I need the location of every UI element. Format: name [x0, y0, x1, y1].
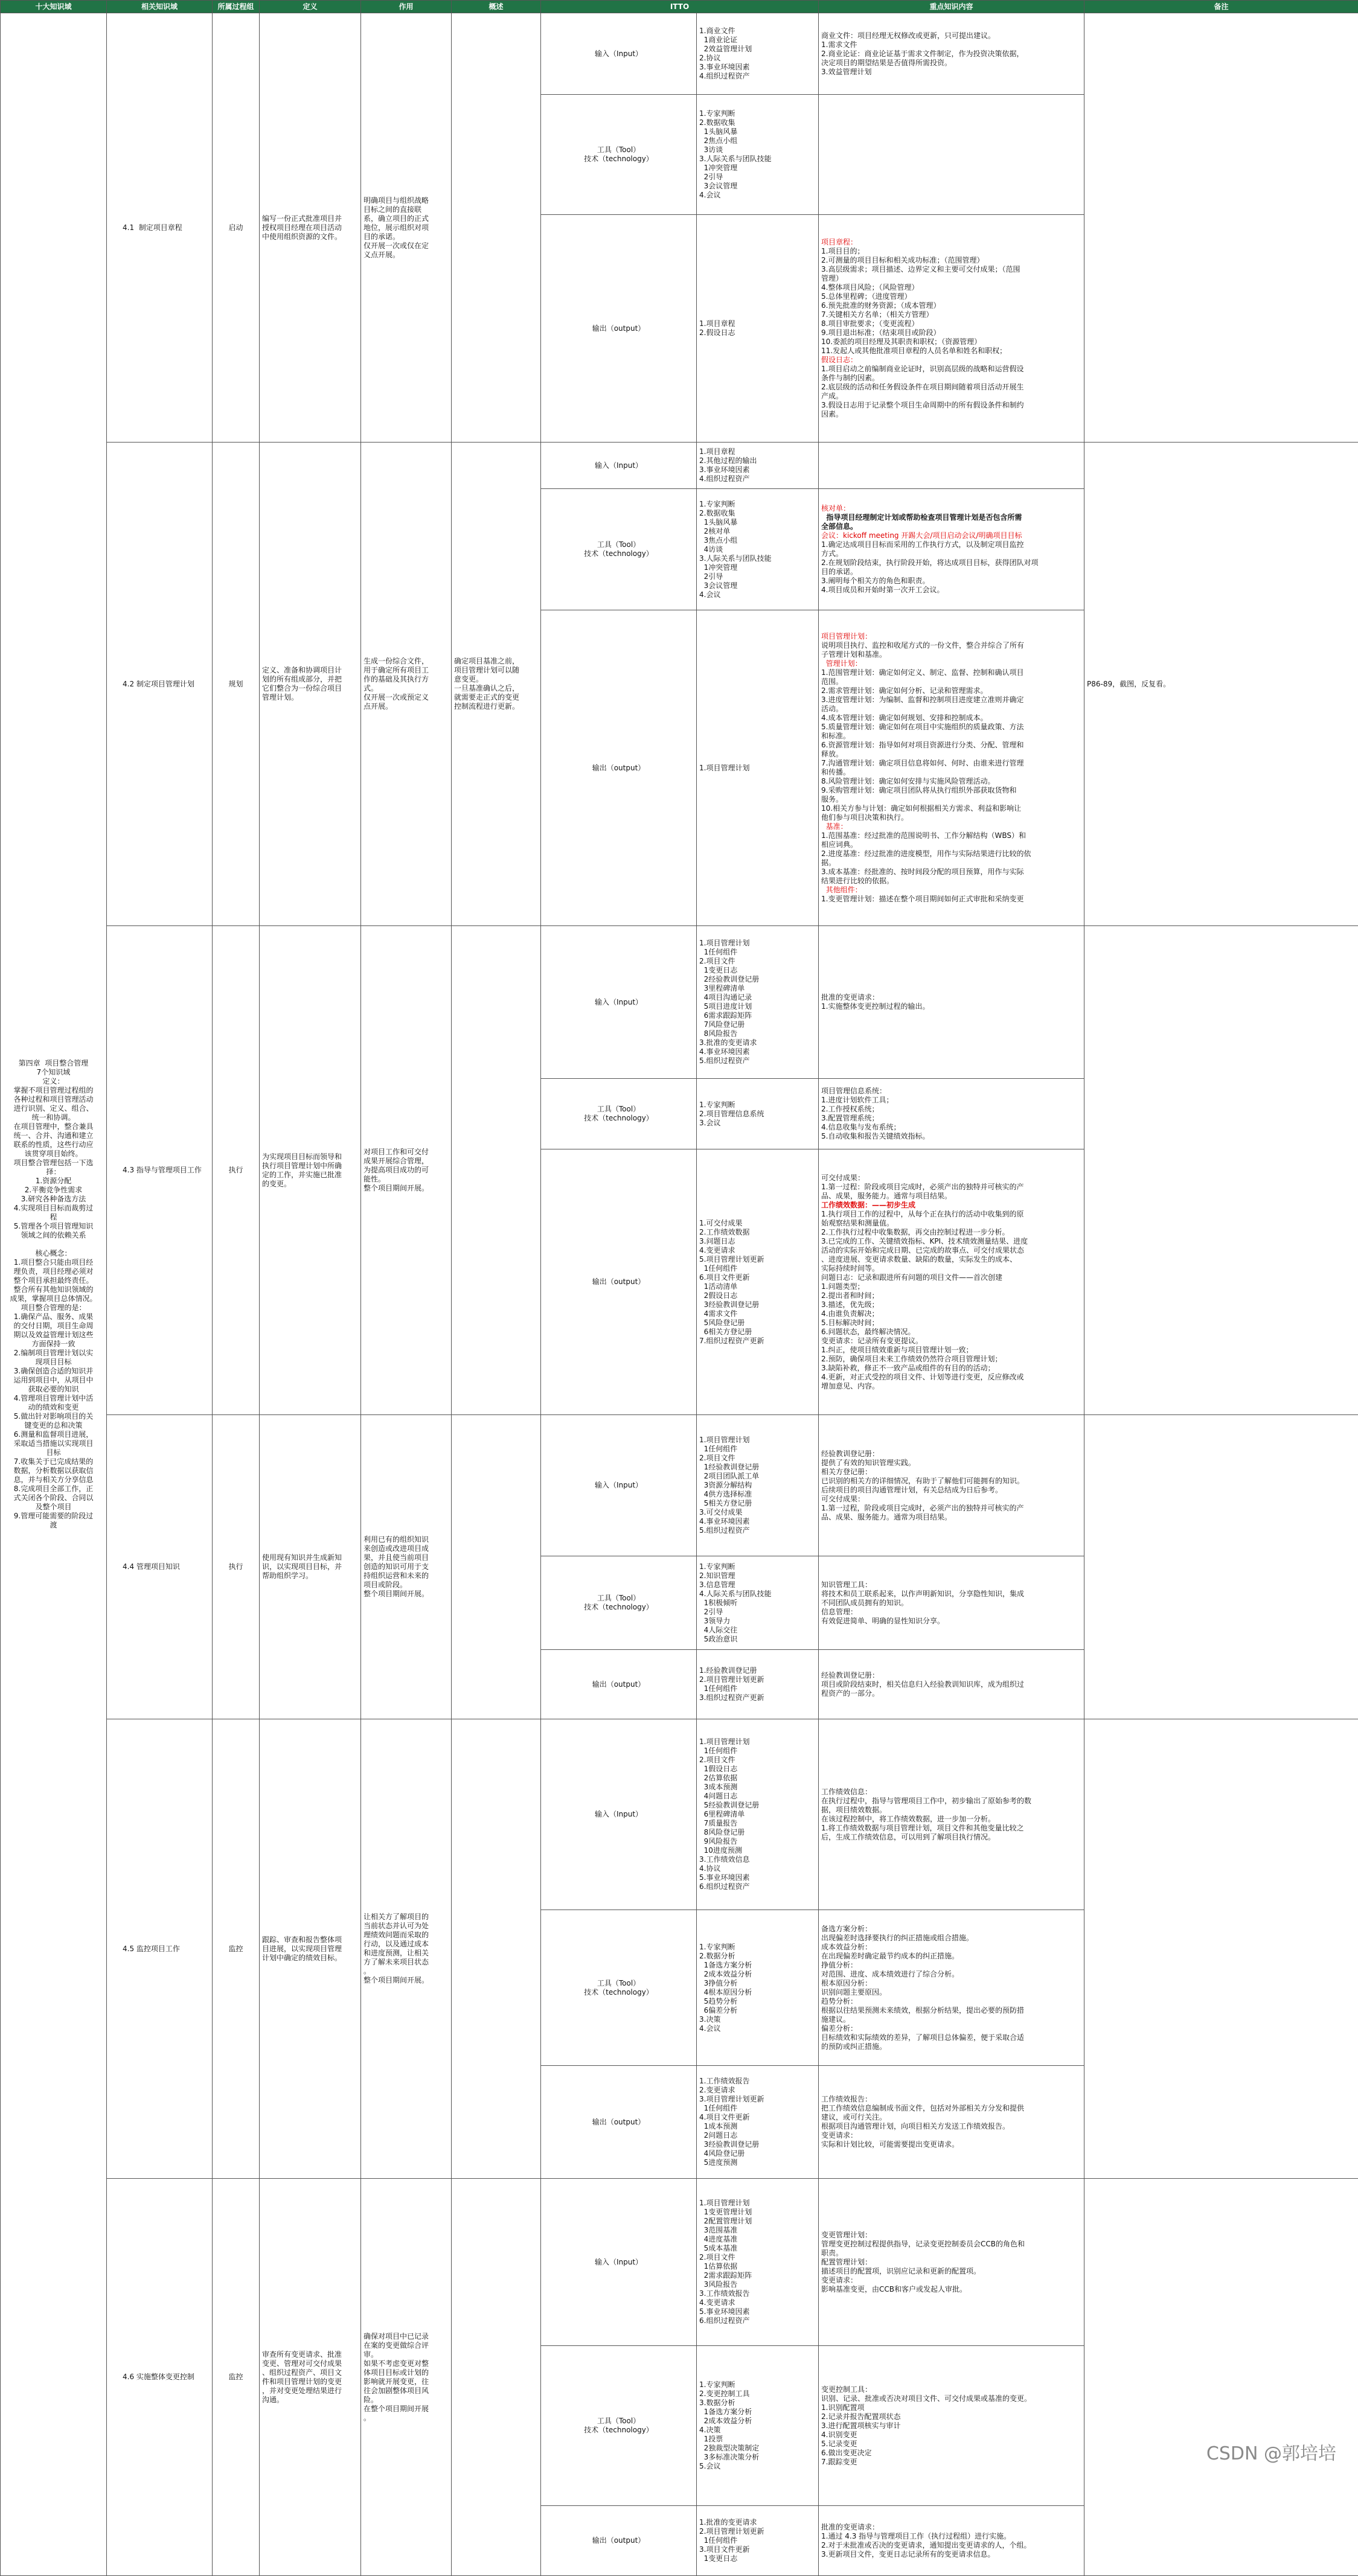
key-point-text: 其他组件：	[821, 886, 1081, 895]
remark-cell	[1084, 2179, 1358, 2576]
remark-cell: P86-89，截图，反复看。	[1084, 443, 1358, 926]
itto-input-items: 1.项目管理计划 1任何组件 2.项目文件 1经验教训登记册 2项目团队派工单 3资源分解结构 4供方选择标准 5相关方登记册 3.可交付成果 4.事业环境因素 5.组织过程资产	[697, 1415, 819, 1556]
process-group: 执行	[213, 926, 260, 1415]
key-point-text: 变更控制工具： 识别、记录、批准或否决对项目文件、可交付成果或基准的变更。 1.识别配置项 2.记录并报告配置项状态 3.进行配置项核实与审计 4.识别变更 5.记录变更 6.做出变更决定 7.跟踪变更	[821, 2385, 1081, 2467]
key-point-text: 假设日志：	[821, 356, 1081, 365]
key-point-text: 工作绩效数据：——初步生成	[821, 1201, 1081, 1210]
key-points-cell	[819, 926, 1084, 1079]
process-definition: 为实现项目目标而领导和 执行项目管理计划中所确 定的工作，并实施已批准 的变更。	[260, 926, 361, 1415]
itto-input-items: 1.项目管理计划 1任何组件 2.项目文件 1假设日志 2估算依据 3成本预测 4问题日志 5经验教训登记册 6里程碑清单 7质量报告 8风险登记册 9风险报告 10进度预测 3.工作绩效信息 4.协议 5.事业环境因素 6.组织过程资产	[697, 1719, 819, 1910]
header-row	[1, 1, 1358, 13]
table-row	[1, 1415, 1358, 1556]
key-point-text: 知识管理工具： 将技术和员工联系起来，以作声明新知识，分享隐性知识，集成 不同团队成员拥有的知识。 信息管理： 有效促进简单、明确的显性知识分享。	[821, 1580, 1081, 1626]
key-point-text: 问题日志：记录和跟进所有问题的项目文件——首次创建 1.问题类型； 2.提出者和时间； 3.描述，优先级； 4.由谁负责解决； 5.目标解决时间； 6.问题状态，最终解决情况。 变更请求：记录所有变更提议。 1.纠正，使项目绩效重新与项目管理计划一致； 2.预防，确保项目未来工作绩效仍然符合项目管理计划； 3.缺陷补救，修正不一致产品或组件的有目的的活动； 4.更新，对正式受控的项目文件、计划等进行变更，反应修改或 增加意见、内容。	[821, 1273, 1081, 1391]
key-point-text: 1.项目目的； 2.可测量的项目目标和相关成功标准；（范围管理） 3.高层级需求；项目描述、边界定义和主要可交付成果；（范围 管理） 4.整体项目风险；（风险管理） 5.总体里程碑；（进度管理） 6.预先批准的财务资源；（成本管理） 7.关键相关方名单；（相关方管理） 8.项目审批要求；（变更流程） 9.项目退出标准；（结束项目或阶段） 10.委派的项目经理及其职责和职权；（资源管理） 11.发起人或其他批准项目章程的人员名单和姓名和职权；	[821, 247, 1081, 356]
key-points-cell	[819, 1149, 1084, 1415]
process-group: 启动	[213, 13, 260, 443]
key-point-text: 商业文件：项目经理无权修改或更新，只可提出建议。 1.需求文件 2.商业论证：商业论证基于需求文件制定，作为投资决策依据， 决定项目的期望结果是否值得所需投资。 3.效益管理计划	[821, 31, 1081, 77]
key-point-text: 说明项目执行、监控和收尾方式的一份文件，整合并综合了所有 子管理计划和基准。	[821, 641, 1081, 659]
key-point-text: 核对单：	[821, 504, 1081, 513]
process-role: 明确项目与组织战略 目标之间的直接联 系，确立项目的正式 地位，展示组织对项 目的承诺。 仅开展一次或仅在定 义点开展。	[361, 13, 452, 443]
key-point-text: 1.范围基准：经过批准的范围说明书、工作分解结构（WBS）和 相应词典。 2.进度基准：经过批准的进度模型，用作与实际结果进行比较的依 据。 3.成本基准：经批准的、按时间段分配的项目预算，用作与实际 结果进行比较的依据。	[821, 831, 1081, 886]
key-points-cell	[819, 95, 1084, 215]
itto-input-items: 1.商业文件 1商业论证 2效益管理计划 2.协议 3.事业环境因素 4.组织过程资产	[697, 13, 819, 95]
process-name: 4.3 指导与管理项目工作	[107, 926, 213, 1415]
key-points-cell	[819, 2346, 1084, 2506]
remark-cell	[1084, 13, 1358, 443]
key-point-text: 可交付成果： 1.第一过程：阶段或项目完成时，必须产出的独特并可核实的产 品、成果，服务能力。通常与项目结果。	[821, 1174, 1081, 1201]
itto-tool-items: 1.专家判断 2.项目管理信息系统 3.会议	[697, 1079, 819, 1149]
itto-output-items: 1.项目章程 2.假设日志	[697, 215, 819, 443]
col-header-area: 十大知识域	[1, 1, 107, 13]
itto-tool-label: 工具（Tool） 技术（technology）	[541, 1556, 697, 1650]
col-header-overview: 概述	[452, 1, 541, 13]
itto-tool-label: 工具（Tool） 技术（technology）	[541, 1910, 697, 2066]
key-point-text: 1.范围管理计划：确定如何定义、制定、监督、控制和确认项目 范围。 2.需求管理计划：确定如何分析、记录和管理需求。 3.进度管理计划：为编制、监督和控制项目进度建立准则并确定 活动。 4.成本管理计划：确定如何规划、安排和控制成本。 5.质量管理计划：确定如何在项目中实施组织的质量政策、方法 和标准。 6.资源管理计划：指导如何对项目资源进行分类、分配、管理和 释放。 7.沟通管理计划：确定项目信息将如何、何时、由谁来进行管理 和传播。 8.风险管理计划：确定如何安排与实施风险管理活动。 9.采购管理计划：确定项目团队将从执行组织外部获取货物和 服务。 10.相关方参与计划：确定如何根据相关方需求、利益和影响让 他们参与项目决策和执行。	[821, 668, 1081, 822]
key-point-text: 1.变更管理计划：描述在整个项目期间如何正式审批和采纳变更	[821, 895, 1081, 904]
table-row	[1, 13, 1358, 95]
itto-input-label: 输入（Input）	[541, 926, 697, 1079]
key-point-text: 经验教训登记册： 项目或阶段结束时，相关信息归入经验教训知识库，成为组织过 程资产的一部分。	[821, 1671, 1081, 1698]
process-name: 4.6 实施整体变更控制	[107, 2179, 213, 2576]
itto-tool-items: 1.专家判断 2.数据分析 1备选方案分析 2成本效益分析 3挣值分析 4根本原因分析 5趋势分析 6偏差分析 3.决策 4.会议	[697, 1910, 819, 2066]
key-point-text: 会议：kickoff meeting 开踢大会/项目启动会议/明确项目目标	[821, 531, 1081, 540]
itto-input-label: 输入（Input）	[541, 443, 697, 489]
itto-output-items: 1.批准的变更请求 2.项目管理计划更新 1任何组件 3.项目文件更新 1变更日志	[697, 2506, 819, 2576]
key-points-cell	[819, 1556, 1084, 1650]
itto-input-label: 输入（Input）	[541, 1719, 697, 1910]
key-point-text: 基准：	[821, 822, 1081, 831]
table-row	[1, 2179, 1358, 2346]
process-definition: 跟踪、审查和报告整体项 目进展，以实现项目管理 计划中确定的绩效目标。	[260, 1719, 361, 2179]
col-header-itto: ITTO	[541, 1, 819, 13]
process-definition: 使用现有知识并生成新知 识，以实现项目目标，并 帮助组织学习。	[260, 1415, 361, 1719]
process-definition: 编写一份正式批准项目并 授权项目经理在项目活动 中使用组织资源的文件。	[260, 13, 361, 443]
process-overview	[452, 926, 541, 1415]
process-group: 执行	[213, 1415, 260, 1719]
itto-tool-items: 1.专家判断 2.数据收集 1头脑风暴 2核对单 3焦点小组 4访谈 3.人际关系与团队技能 1冲突管理 2引导 3会议管理 4.会议	[697, 489, 819, 610]
key-point-text: 经验教训登记册： 提供了有效的知识管理实践。 相关方登记册： 已识别的相关方的详细情况，有助于了解他们可能拥有的知识。 后续项目的项目沟通管理计划，有关总结成为日后参考。 可交付成果： 1.第一过程，阶段或项目完成时，必须产出的独特并可核实的产 品、成果、服务能力。通常为项目结果。	[821, 1449, 1081, 1522]
key-points-cell	[819, 1650, 1084, 1719]
itto-tool-label: 工具（Tool） 技术（technology）	[541, 95, 697, 215]
itto-tool-items: 1.专家判断 2.数据收集 1头脑风暴 2焦点小组 3访谈 3.人际关系与团队技能 1冲突管理 2引导 3会议管理 4.会议	[697, 95, 819, 215]
process-name: 4.2 制定项目管理计划	[107, 443, 213, 926]
key-points-cell	[819, 215, 1084, 443]
col-header-role: 作用	[361, 1, 452, 13]
key-point-text: 项目管理计划：	[821, 632, 1081, 641]
remark-cell	[1084, 926, 1358, 1415]
process-group: 规划	[213, 443, 260, 926]
key-point-text: 批准的变更请求： 1.实施整体变更控制过程的输出。	[821, 993, 1081, 1011]
itto-output-items: 1.可交付成果 2.工作绩效数据 3.问题日志 4.变更请求 5.项目管理计划更新 1任何组件 6.项目文件更新 1活动清单 2假设日志 3经验教训登记册 4需求文件 5风险登记册 6相关方登记册 7.组织过程资产更新	[697, 1149, 819, 1415]
itto-tool-label: 工具（Tool） 技术（technology）	[541, 489, 697, 610]
key-points-cell	[819, 489, 1084, 610]
key-points-cell	[819, 1910, 1084, 2066]
col-header-key-points: 重点知识内容	[819, 1, 1084, 13]
key-points-cell	[819, 1415, 1084, 1556]
key-point-text: 变更管理计划： 管理变更控制过程提供指导，记录变更控制委员会CCB的角色和 职责。 配置管理计划： 描述项目的配置项，识别应记录和更新的配置项。 变更请求： 影响基准变更，由CCB和客户或发起人审批。	[821, 2231, 1081, 2294]
process-role: 让相关方了解项目的 当前状态并认可为处 理绩效问题而采取的 行动，以及通过成本 和进度预测，让相关 方了解未来项目状态 。 整个项目期间开展。	[361, 1719, 452, 2179]
process-group: 监控	[213, 2179, 260, 2576]
itto-input-label: 输入（Input）	[541, 1415, 697, 1556]
process-role: 对项目工作和可交付 成果开展综合管理， 为提高项目成功的可 能性。 整个项目期间开展。	[361, 926, 452, 1415]
key-points-cell	[819, 2066, 1084, 2179]
itto-output-label: 输出（output）	[541, 1650, 697, 1719]
col-header-definition: 定义	[260, 1, 361, 13]
itto-input-label: 输入（Input）	[541, 13, 697, 95]
process-name: 4.4 管理项目知识	[107, 1415, 213, 1719]
key-point-text: 项目管理信息系统： 1.进度计划软件工具； 2.工作授权系统； 3.配置管理系统； 4.信息收集与发布系统； 5.自动收集和报告关键绩效指标。	[821, 1087, 1081, 1141]
key-point-text: 工作绩效信息： 在执行过程中，指导与管理项目工作中，初步输出了原始参考的数 据，项目绩效数据。 在该过程控制中，将工作绩效数据，进一步加一分析。 1.将工作绩效数据与项目管理计划，项目文件和其他变量比较之 后，生成工作绩效信息，可以用到了解项目执行情况。	[821, 1788, 1081, 1842]
process-overview	[452, 13, 541, 443]
key-points-cell	[819, 1719, 1084, 1910]
process-group: 监控	[213, 1719, 260, 2179]
key-points-cell	[819, 2179, 1084, 2346]
table-row	[1, 1719, 1358, 1910]
itto-input-items: 1.项目管理计划 1变更管理计划 2配置管理计划 3范围基准 4进度基准 5成本基准 2.项目文件 1估算依据 2需求跟踪矩阵 3风险报告 3.工作绩效报告 4.变更请求 5.事业环境因素 6.组织过程资产	[697, 2179, 819, 2346]
process-name: 4.1 制定项目章程	[107, 13, 213, 443]
itto-tool-items: 1.专家判断 2.变更控制工具 3.数据分析 1备选方案分析 2成本效益分析 4.决策 1投票 2独裁型决策制定 3多标准决策分析 5.会议	[697, 2346, 819, 2506]
key-points-cell	[819, 2506, 1084, 2576]
itto-tool-label: 工具（Tool） 技术（technology）	[541, 2346, 697, 2506]
process-role: 利用已有的组织知识 来创造或改进项目成 果，并且使当前项目 创造的知识可用于支 持组织运营和未来的 项目或阶段。 整个项目期间开展。	[361, 1415, 452, 1719]
knowledge-area-body: 定义： 掌握不项目管理过程组的 各种过程和项目管理活动 进行识别、定义、组合、 统一和协调。 在项目管理中，整合兼具 统一、合并、沟通和建立 联系的性质，这些行动应 该贯穿项目始终。 项目整合管理包括一下选 择： 1.资源分配 2.平衡竞争性需求 3.研究各种备选方法 4.实现项目目标而裁剪过 程 5.管理各个项目管理知识 领域之间的依赖关系 核心概念： 1.项目整合只能由项目经 理负责，项目经理必须对 整个项目承担最终责任。 整合所有其他知识领域的 成果，掌握项目总体情况。 项目整合管理的是： 1.确保产品、服务、成果 的交付日期，项目生命周 期以及效益管理计划这些 方面保持一致 2.编制项目管理计划以实 现项目目标 3.确保创造合适的知识并 运用到项目中，从项目中 获取必要的知识 4.管理项目管理计划中活 动的绩效和变更 5.做出针对影响项目的关 键变更的总和决策 6.测量和监督项目进展， 采取适当措施以实现项目 目标 7.收集关于已完成结果的 数据，分析数据以获取信 息，并与相关方分享信息 8.完成项目全部工作，正 式关闭各个阶段、合同以 及整个项目 9.管理可能需要的阶段过 渡	[3, 1077, 104, 1530]
itto-output-label: 输出（output）	[541, 2066, 697, 2179]
knowledge-area-title: 第四章 项目整合管理 7个知识域	[3, 1059, 104, 1077]
key-points-cell	[819, 13, 1084, 95]
process-overview	[452, 1719, 541, 2179]
itto-input-items: 1.项目管理计划 1任何组件 2.项目文件 1变更日志 2经验教训登记册 3里程碑清单 4项目沟通记录 5项目进度计划 6需求跟踪矩阵 7风险登记册 8风险报告 3.批准的变更请求 4.事业环境因素 5.组织过程资产	[697, 926, 819, 1079]
col-header-related: 相关知识域	[107, 1, 213, 13]
knowledge-area-cell	[1, 13, 107, 2576]
process-overview: 确定项目基准之前， 项目管理计划可以随 意变更。 一旦基准确认之后， 就需要走正式的变更 控制流程进行更新。	[452, 443, 541, 926]
key-point-text: 1.执行项目工作的过程中，从每个正在执行的活动中收集到的原 始观察结果和测量值。 2.工作执行过程中收集数据，再交由控制过程进一步分析。 3.已完成的工作、关键绩效指标、KPI、技术绩效测量结果、进度 活动的实际开始和完成日期、已完成的故事点、可交付成果状态 、进度进展、变更请求数量、缺陷的数量，实际发生的成本、 实际持续时间等。	[821, 1210, 1081, 1273]
itto-output-label: 输出（output）	[541, 1149, 697, 1415]
itto-input-items: 1.项目章程 2.其他过程的输出 3.事业环境因素 4.组织过程资产	[697, 443, 819, 489]
key-points-cell	[819, 443, 1084, 489]
process-overview	[452, 2179, 541, 2576]
itto-tool-items: 1.专家判断 2.知识管理 3.信息管理 4.人际关系与团队技能 1积极倾听 2引导 3领导力 4人际交往 5政治意识	[697, 1556, 819, 1650]
process-definition: 定义、准备和协调项目计 划的所有组成部分，并把 它们整合为一份综合项目 管理计划。	[260, 443, 361, 926]
itto-output-items: 1.经验教训登记册 2.项目管理计划更新 1任何组件 3.组织过程资产更新	[697, 1650, 819, 1719]
itto-output-label: 输出（output）	[541, 215, 697, 443]
itto-output-label: 输出（output）	[541, 610, 697, 926]
key-points-cell	[819, 1079, 1084, 1149]
key-point-text: 备选方案分析： 出现偏差时选择要执行的纠正措施或组合措施。 成本效益分析： 在出现偏差时确定最节约成本的纠正措施。 挣值分析： 对范围、进度、成本绩效进行了综合分析。 根本原因分析： 识别问题主要原因。 趋势分析： 根据以往结果预测未来绩效，根据分析结果，提出必要的预防措 施建议。 偏差分析： 目标绩效和实际绩效的差异，了解项目总体偏差，便于采取合适 的预防或纠正措施。	[821, 1925, 1081, 2051]
col-header-group: 所属过程组	[213, 1, 260, 13]
itto-output-items: 1.工作绩效报告 2.变更请求 3.项目管理计划更新 1任何组件 4.项目文件更新 1成本预测 2问题日志 3经验教训登记册 4风险登记册 5进度预测	[697, 2066, 819, 2179]
process-overview	[452, 1415, 541, 1719]
key-points-cell	[819, 610, 1084, 926]
remark-cell	[1084, 1415, 1358, 1719]
key-point-text: 项目章程：	[821, 238, 1081, 247]
itto-output-label: 输出（output）	[541, 2506, 697, 2576]
key-point-text: 指导项目经理制定计划或帮助检查项目管理计划是否包含所需 全部信息。	[821, 513, 1081, 531]
key-point-text: 批准的变更请求： 1.通过 4.3 指导与管理项目工作（执行过程组）进行实施。 2.对于未批准或否决的变更请求，通知提出变更请求的人，个组。 3.更新项目文件，变更日志记录所有的变更请求信息。	[821, 2523, 1081, 2559]
csdn-watermark: CSDN @郭培培	[1206, 2438, 1336, 2465]
process-name: 4.5 监控项目工作	[107, 1719, 213, 2179]
table-row	[1, 926, 1358, 1079]
key-point-text: 工作绩效报告： 把工作绩效信息编制成书面文件，包括对外部相关方分发和提供 建议，或可行关注。 根据项目沟通管理计划，向项目相关方发送工作绩效报告。 变更请求： 实际和计划比较，可能需要提出变更请求。	[821, 2095, 1081, 2149]
col-header-remark: 备注	[1084, 1, 1358, 13]
table-row	[1, 443, 1358, 489]
key-point-text: 1.确定达成项目目标而采用的工作执行方式，以及制定项目监控 方式。 2.在规划阶段结束，执行阶段开始，将达成项目目标，获得团队对项 目的承诺。 3.阐明每个相关方的角色和职责。 4.项目成员和开始时第一次开工会议。	[821, 540, 1081, 595]
process-role: 生成一份综合文件， 用于确定所有项目工 作的基础及其执行方 式。 仅开展一次或预定义 点开展。	[361, 443, 452, 926]
itto-tool-label: 工具（Tool） 技术（technology）	[541, 1079, 697, 1149]
key-point-text: 1.项目启动之前编制商业论证时，识别高层级的战略和运营假设 条件与制约因素。 2.底层级的活动和任务假设条件在项目期间随着项目活动开展生 产成。 3.假设日志用于记录整个项目生命周期中的所有假设条件和制约 因素。	[821, 365, 1081, 419]
itto-input-label: 输入（Input）	[541, 2179, 697, 2346]
remark-cell	[1084, 1719, 1358, 2179]
key-point-text: 管理计划：	[821, 659, 1081, 668]
process-definition: 审查所有变更请求、批准 变更、管理对可交付成果 、组织过程资产、项目文 件和项目管理计划的变更 ，并对变更处理结果进行 沟通。	[260, 2179, 361, 2576]
process-role: 确保对项目中已记录 在案的变更做综合评 审。 如果不考虑变更对整 体项目目标或计划的 影响就开展变更，往 往会加剧整体项目风 险。 在整个项目期间开展 。	[361, 2179, 452, 2576]
itto-output-items: 1.项目管理计划	[697, 610, 819, 926]
